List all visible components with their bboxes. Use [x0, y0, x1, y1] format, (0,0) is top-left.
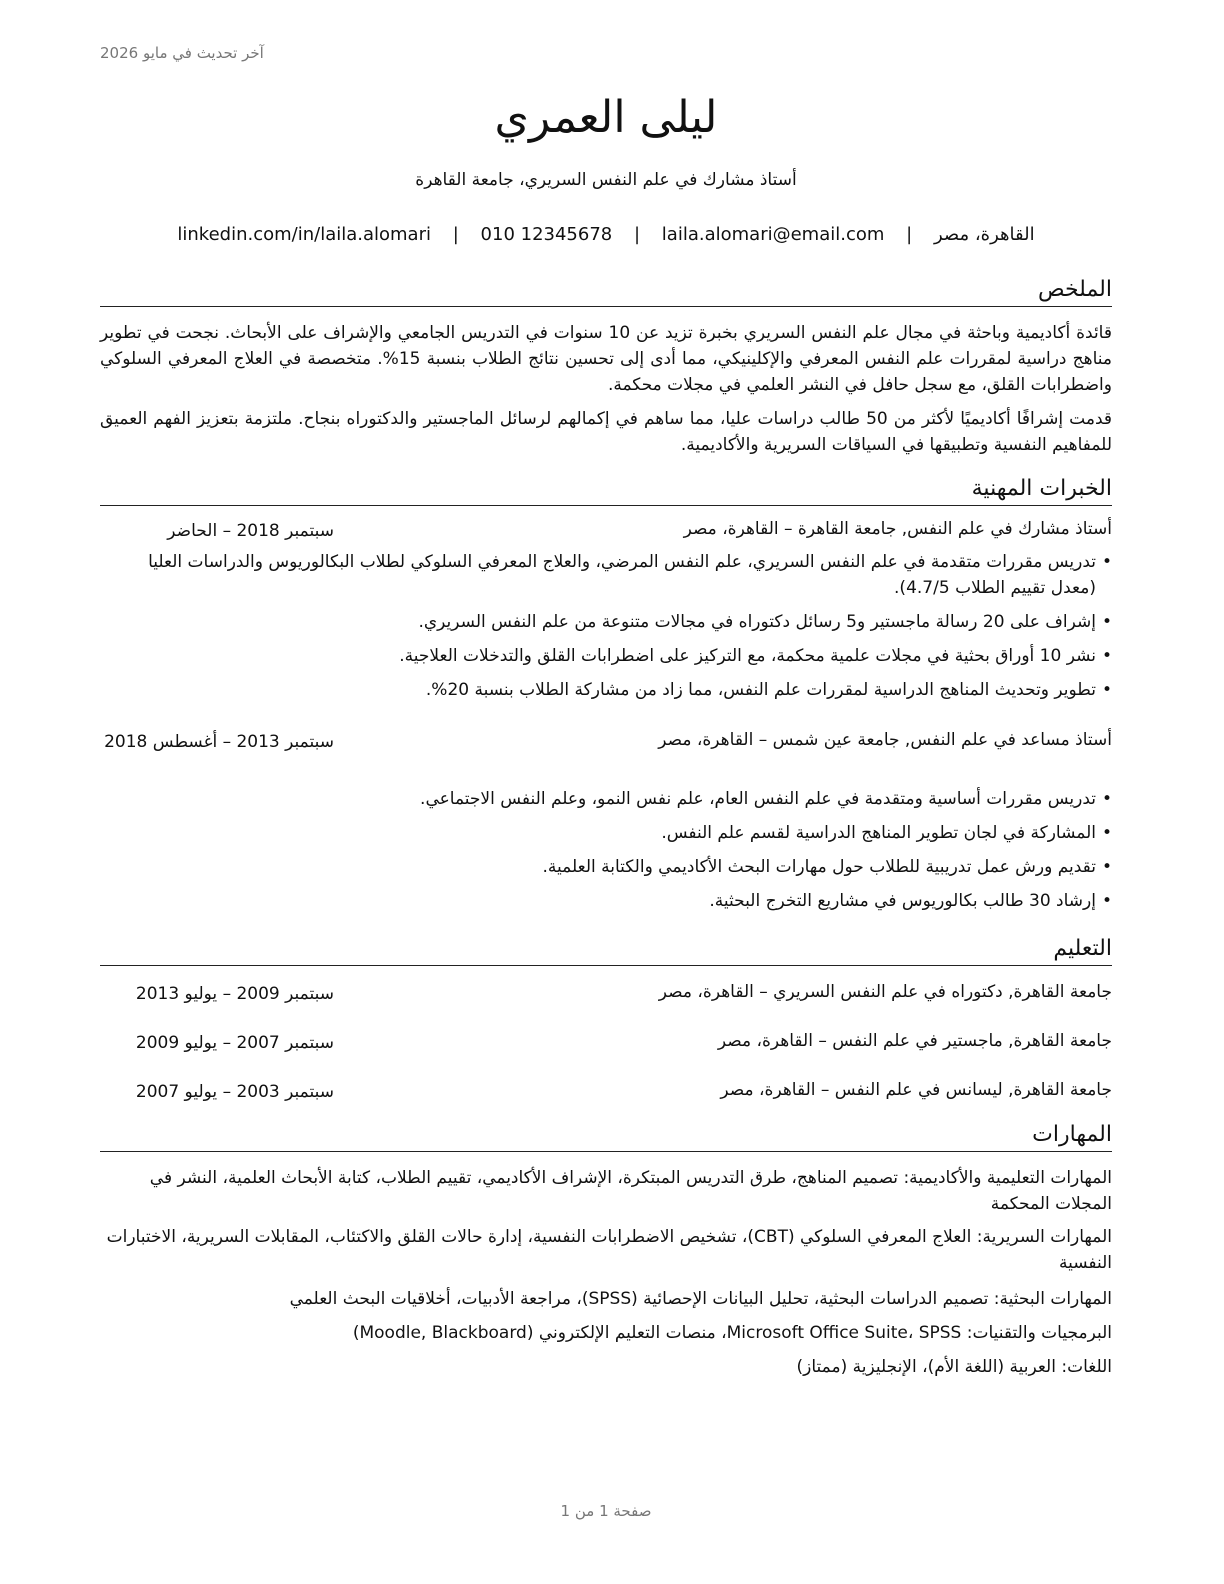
person-name: ليلى العمري: [494, 92, 718, 143]
separator: |: [906, 224, 913, 245]
skill-line: المهارات البحثية: تصميم الدراسات البحثية، تحليل البيانات الإحصائية (SPSS)، مراجعة الأدبيات، أخلاقيات البحث العلمي: [289, 1289, 1112, 1309]
email-link[interactable]: laila.alomari@email.com: [661, 224, 885, 245]
degree-dates: سبتمبر 2007 – يوليو 2009: [135, 1033, 334, 1053]
summary-heading: الملخص: [100, 276, 1112, 307]
skill-line: المهارات السريرية: العلاج المعرفي السلوكي (CBT)، تشخيص الاضطرابات النفسية، إدارة حالات القلق والاكتئاب، المقابلات السريرية، الاختبارات النفسية: [106, 1227, 1112, 1273]
skills-heading: المهارات: [100, 1121, 1112, 1152]
separator: |: [633, 224, 641, 245]
degree-dates: سبتمبر 2009 – يوليو 2013: [135, 984, 334, 1004]
list-item: • نشر 10 أوراق بحثية في مجلات علمية محكمة، مع التركيز على اضطرابات القلق والتدخلات العلاجية.: [100, 643, 1112, 669]
degree-text: جامعة القاهرة, دكتوراه في علم النفس السريري – القاهرة، مصر: [658, 982, 1112, 1002]
education-item: [100, 1031, 1112, 1057]
linkedin-link[interactable]: linkedin.com/in/laila.alomari: [177, 224, 431, 245]
degree-text: جامعة القاهرة, ماجستير في علم النفس – القاهرة، مصر: [717, 1031, 1112, 1051]
education-heading: التعليم: [100, 935, 1112, 966]
summary-paragraph: قدمت إشرافًا أكاديميًا لأكثر من 50 طالب دراسات عليا، مما ساهم في إكمالهم لرسائل الماجستير والدكتوراه بنجاح. ملتزمة بتعزيز الفهم العميق للمفاهيم النفسية وتطبيقها في السياقات السريرية والأكاديمية.: [100, 409, 1112, 455]
resume-page: [100, 0, 1112, 1584]
skill-line: اللغات: العربية (اللغة الأم)، الإنجليزية (ممتاز): [796, 1357, 1112, 1377]
education-item: [100, 1080, 1112, 1106]
last-updated-note: آخر تحديث في مايو 2026: [100, 44, 264, 62]
list-item: • إرشاد 30 طالب بكالوريوس في مشاريع التخرج البحثية.: [100, 888, 1112, 914]
job-dates: سبتمبر 2013 – أغسطس 2018: [104, 732, 334, 752]
contact-line: [100, 224, 1112, 245]
summary-paragraph: قائدة أكاديمية وباحثة في مجال علم النفس السريري بخبرة تزيد عن 10 سنوات في التدريس الجامعي والإشراف على الأبحاث. نجحت في تطوير مناهج دراسية لمقررات علم النفس المعرفي والإكلينيكي، مما أدى إلى تحسين نتائج الطلاب بنسبة 15%. متخصصة في العلاج المعرفي السلوكي واضطرابات القلق، مع سجل حافل في النشر العلمي في مجلات محكمة.: [100, 323, 1112, 395]
degree-text: جامعة القاهرة, ليسانس في علم النفس – القاهرة، مصر: [720, 1080, 1112, 1100]
job-dates: سبتمبر 2018 – الحاضر: [167, 521, 334, 541]
list-item: • المشاركة في لجان تطوير المناهج الدراسية لقسم علم النفس.: [100, 820, 1112, 846]
job-bullets: [100, 786, 1112, 922]
job-bullets: [100, 549, 1112, 711]
separator: |: [452, 224, 459, 245]
list-item: • إشراف على 20 رسالة ماجستير و5 رسائل دكتوراه في مجالات متنوعة من علم النفس السريري.: [100, 609, 1112, 635]
job-subtitle: أستاذ مشارك في علم النفس السريري، جامعة القاهرة: [415, 170, 797, 190]
phone-text: 010 12345678: [480, 224, 613, 245]
location-text: القاهرة، مصر: [933, 224, 1035, 245]
job-header: [100, 730, 1112, 756]
job-header: [100, 519, 1112, 545]
skill-line: البرمجيات والتقنيات: Microsoft Office Suite، SPSS، منصات التعليم الإلكتروني (Moodle, Blackboard): [352, 1323, 1112, 1343]
degree-dates: سبتمبر 2003 – يوليو 2007: [135, 1082, 334, 1102]
list-item: • تدريس مقررات متقدمة في علم النفس السريري، علم النفس المرضي، والعلاج المعرفي السلوكي لطلاب البكالوريوس والدراسات العليا (معدل تقييم الطلاب 4.7/5).: [100, 549, 1112, 601]
page-number: صفحة 1 من 1: [560, 1502, 652, 1520]
list-item: • تطوير وتحديث المناهج الدراسية لمقررات علم النفس، مما زاد من مشاركة الطلاب بنسبة 20%.: [100, 677, 1112, 703]
education-item: [100, 982, 1112, 1008]
job-position: أستاذ مشارك في علم النفس, جامعة القاهرة – القاهرة، مصر: [683, 519, 1112, 539]
list-item: • تقديم ورش عمل تدريبية للطلاب حول مهارات البحث الأكاديمي والكتابة العلمية.: [100, 854, 1112, 880]
experience-heading: الخبرات المهنية: [100, 475, 1112, 506]
skill-line: المهارات التعليمية والأكاديمية: تصميم المناهج، طرق التدريس المبتكرة، الإشراف الأكاديمي، تقييم الطلاب، كتابة الأبحاث العلمية، النشر في المجلات المحكمة: [149, 1168, 1112, 1214]
list-item: • تدريس مقررات أساسية ومتقدمة في علم النفس العام، علم نفس النمو، وعلم النفس الاجتماعي.: [100, 786, 1112, 812]
job-position: أستاذ مساعد في علم النفس, جامعة عين شمس – القاهرة، مصر: [658, 730, 1112, 750]
